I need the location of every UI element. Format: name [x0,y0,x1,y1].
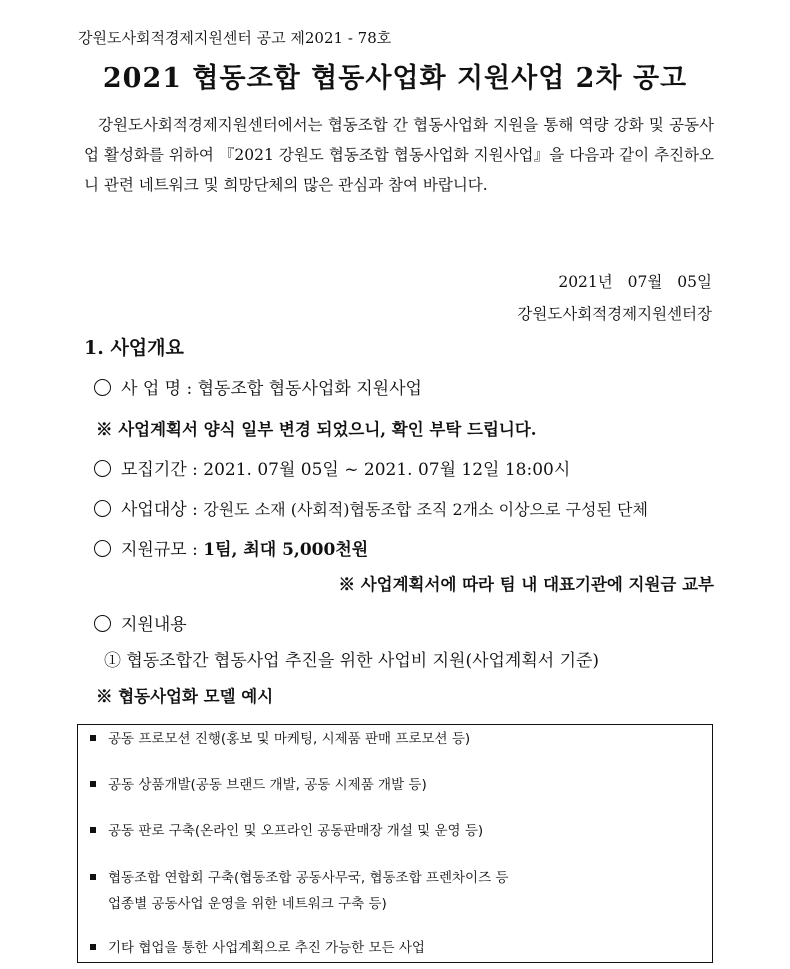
item-sep: : [192,500,198,520]
item-sep: : [192,460,198,480]
list-item [90,936,425,956]
list-item [90,727,470,747]
item-label: 모집기간 [121,460,187,480]
list-item-text: 공동 판로 구축(온라인 및 오프라인 공동판매장 개설 및 운영 등) [108,823,484,839]
list-item [90,866,508,912]
list-item-text: 공동 프로모션 진행(홍보 및 마케팅, 시제품 판매 프로모션 등) [108,731,471,747]
circle-bullet-icon [94,500,111,517]
intro-text: 강원도사회적경제지원센터에서는 협동조합 간 협동사업화 지원을 통해 역량 강화 및 공동사업 활성화를 위하여 『2021 강원도 협동조합 협동사업화 지원사업』을 다음과 같이 추진하오니 관련 네트워크 및 희망단체의 많은 관심과 참여 바랍니다. [84,116,714,194]
square-bullet-icon [90,944,96,950]
model-heading: ※ 협동사업화 모델 예시 [96,687,274,706]
intro-paragraph [84,110,714,200]
circle-bullet-icon [94,460,111,477]
issuer: 강원도사회적경제지원센터장 [517,305,712,323]
support-detail: ① 협동조합간 협동사업 추진을 위한 사업비 지원(사업계획서 기준) [104,651,600,671]
square-bullet-icon [90,827,96,833]
item-target [94,495,648,520]
item-sep: : [192,540,198,560]
list-item-text: 공동 상품개발(공동 브랜드 개발, 공동 시제품 개발 등) [108,777,427,793]
square-bullet-icon [90,781,96,787]
item-value: 협동조합 협동사업화 지원사업 [197,379,422,399]
list-item [90,819,483,839]
item-label: 지원규모 [121,540,187,560]
item-support-content [94,610,187,635]
item-support-scale [94,535,368,560]
circle-bullet-icon [94,540,111,557]
item-value: 1팀, 최대 5,000천원 [203,540,369,560]
item-label: 사업대상 [121,500,187,520]
square-bullet-icon [90,735,96,741]
list-item-continuation: 업종별 공동사업 운영을 위한 네트워크 구축 등) [108,896,387,912]
circle-bullet-icon [94,379,111,396]
model-examples-box [77,724,713,963]
item-value: 2021. 07월 05일 ~ 2021. 07월 12일 18:00시 [203,460,571,480]
item-label: 사 업 명 [121,379,182,399]
item-value: 강원도 소재 (사회적)협동조합 조직 2개소 이상으로 구성된 단체 [203,500,648,519]
announcement-date: 2021년 07월 05일 [558,273,712,291]
item-recruit-period [94,455,570,480]
list-item [90,773,427,793]
note-form-change: ※ 사업계획서 양식 일부 변경 되었으니, 확인 부탁 드립니다. [96,420,537,439]
page-title: 2021 협동조합 협동사업화 지원사업 2차 공고 [102,63,688,94]
item-project-name [94,374,422,399]
notice-number: 강원도사회적경제지원센터 공고 제2021 - 78호 [78,29,392,47]
list-item-text: 협동조합 연합회 구축(협동조합 공동사무국, 협동조합 프렌차이즈 등 [108,870,509,886]
circle-bullet-icon [94,615,111,632]
section-heading: 1. 사업개요 [84,337,184,359]
list-item-text: 기타 협업을 통한 사업계획으로 추진 가능한 모든 사업 [108,940,425,956]
item-sep: : [186,379,193,399]
square-bullet-icon [90,874,96,880]
note-grant: ※ 사업계획서에 따라 팀 내 대표기관에 지원금 교부 [338,575,714,594]
item-label: 지원내용 [121,615,187,635]
